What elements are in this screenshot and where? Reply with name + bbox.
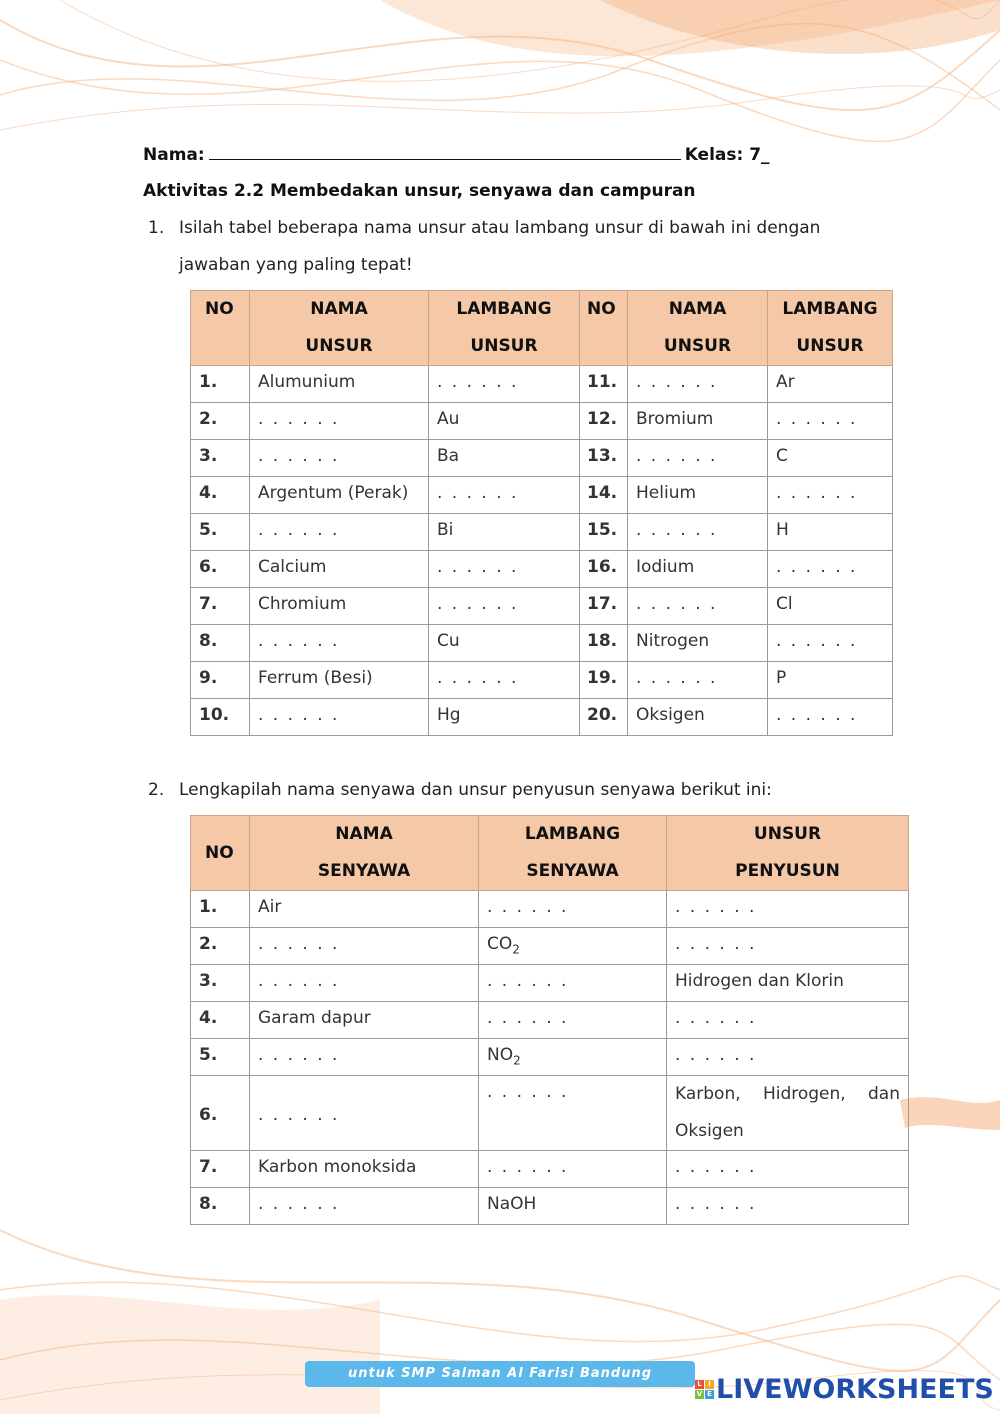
answer-blank[interactable]: . . . . . . [768,551,893,588]
constituent-elements: Karbon, Hidrogen, dan Oksigen [667,1076,909,1151]
answer-blank[interactable]: . . . . . . [667,1151,909,1188]
header-nama-senyawa: NAMA SENYAWA [250,816,479,891]
row-number: 5. [191,514,250,551]
element-symbol: H [768,514,893,551]
activity-title: Aktivitas 2.2 Membedakan unsur, senyawa dan campuran [143,181,696,201]
question-2-instruction [148,772,868,809]
formula-text: . . . . . . [487,1157,569,1177]
element-name: Helium [628,477,768,514]
answer-blank[interactable]: . . . . . . [250,514,429,551]
table-row [191,928,909,965]
compound-name: Garam dapur [250,1002,479,1039]
row-number: 4. [191,1002,250,1039]
answer-blank[interactable] [479,965,667,1002]
answer-blank[interactable]: . . . . . . [250,928,479,965]
table-row [191,1039,909,1076]
element-symbol: Cl [768,588,893,625]
row-number: 12. [580,403,628,440]
question-1-instruction [148,210,868,284]
element-name: Ferrum (Besi) [250,662,429,699]
answer-blank[interactable]: . . . . . . [250,403,429,440]
formula-text: . . . . . . [487,897,569,917]
row-number: 6. [191,551,250,588]
row-number: 5. [191,1039,250,1076]
element-name: Argentum (Perak) [250,477,429,514]
answer-blank[interactable]: . . . . . . [667,1039,909,1076]
kelas-label: Kelas: 7_ [684,145,770,165]
formula-subscript: 2 [512,942,520,957]
element-name: Calcium [250,551,429,588]
answer-blank[interactable]: . . . . . . [429,588,580,625]
answer-blank[interactable]: . . . . . . [250,625,429,662]
element-name: Nitrogen [628,625,768,662]
question-1-number: 1. [148,218,165,238]
answer-blank[interactable]: . . . . . . [250,965,479,1002]
answer-blank[interactable]: . . . . . . [667,928,909,965]
table-row [191,366,893,403]
compound-formula [479,1039,667,1076]
table-row [191,1151,909,1188]
element-name: Iodium [628,551,768,588]
row-number: 16. [580,551,628,588]
row-number: 3. [191,965,250,1002]
row-number: 19. [580,662,628,699]
row-number: 20. [580,699,628,736]
formula-text: . . . . . . [487,1008,569,1028]
table-row [191,551,893,588]
compound-name: Air [250,891,479,928]
question-1-line-2: jawaban yang paling tepat! [179,255,413,275]
formula-text: . . . . . . [487,971,569,991]
answer-blank[interactable] [479,891,667,928]
table-row [191,1188,909,1225]
answer-blank[interactable]: . . . . . . [667,1188,909,1225]
answer-blank[interactable]: . . . . . . [768,625,893,662]
student-header [143,143,770,165]
element-symbol: Bi [429,514,580,551]
constituent-elements: Hidrogen dan Klorin [667,965,909,1002]
answer-blank[interactable]: . . . . . . [628,440,768,477]
table-row [191,514,893,551]
row-number: 9. [191,662,250,699]
formula-text: NO [487,1045,514,1065]
answer-blank[interactable]: . . . . . . [628,588,768,625]
row-number: 1. [191,366,250,403]
answer-blank[interactable]: . . . . . . [768,477,893,514]
row-number: 13. [580,440,628,477]
row-number: 11. [580,366,628,403]
header-unsur-penyusun: UNSUR PENYUSUN [667,816,909,891]
answer-blank[interactable]: . . . . . . [768,699,893,736]
answer-blank[interactable]: . . . . . . [628,662,768,699]
row-number: 8. [191,625,250,662]
row-number: 6. [191,1076,250,1151]
answer-blank[interactable]: . . . . . . [628,366,768,403]
row-number: 14. [580,477,628,514]
formula-subscript: 2 [513,1053,521,1068]
answer-blank[interactable]: . . . . . . [429,477,580,514]
row-number: 2. [191,928,250,965]
header-nama-unsur-left: NAMA UNSUR [250,291,429,366]
table-row [191,1002,909,1039]
header-no: NO [191,816,250,891]
element-symbol: Au [429,403,580,440]
header-lambang-senyawa: LAMBANG SENYAWA [479,816,667,891]
formula-text: . . . . . . [487,1082,569,1102]
liveworksheets-logo[interactable] [695,1374,994,1405]
table-row [191,699,893,736]
compound-formula [479,928,667,965]
compound-name: Karbon monoksida [250,1151,479,1188]
table-row [191,1076,909,1151]
table-row [191,477,893,514]
question-2-text: Lengkapilah nama senyawa dan unsur penyusun senyawa berikut ini: [179,780,772,800]
header-no-left: NO [191,291,250,366]
answer-blank[interactable]: . . . . . . [429,662,580,699]
table-row [191,891,909,928]
row-number: 2. [191,403,250,440]
table-row [191,662,893,699]
element-name: Oksigen [628,699,768,736]
table-row [191,440,893,477]
table-row [191,965,909,1002]
answer-blank[interactable]: . . . . . . [667,891,909,928]
row-number: 17. [580,588,628,625]
answer-blank[interactable]: . . . . . . [667,1002,909,1039]
header-no-right: NO [580,291,628,366]
element-symbol: Ar [768,366,893,403]
header-lambang-unsur-left: LAMBANG UNSUR [429,291,580,366]
row-number: 18. [580,625,628,662]
row-number: 10. [191,699,250,736]
table-row [191,403,893,440]
header-lambang-unsur-right: LAMBANG UNSUR [768,291,893,366]
answer-blank[interactable]: . . . . . . [250,1188,479,1225]
compound-formula [479,1188,667,1225]
table-row [191,625,893,662]
element-symbol: Cu [429,625,580,662]
row-number: 15. [580,514,628,551]
header-nama-unsur-right: NAMA UNSUR [628,291,768,366]
row-number: 7. [191,1151,250,1188]
answer-blank[interactable]: . . . . . . [429,551,580,588]
answer-blank[interactable] [479,1076,667,1151]
row-number: 7. [191,588,250,625]
element-name: Bromium [628,403,768,440]
table-row [191,588,893,625]
element-symbol: Ba [429,440,580,477]
question-2-number: 2. [148,780,165,800]
school-badge: untuk SMP Salman Al Farisi Bandung [305,1361,695,1387]
answer-blank[interactable]: . . . . . . [768,403,893,440]
row-number: 8. [191,1188,250,1225]
row-number: 3. [191,440,250,477]
nama-blank[interactable] [209,143,681,160]
answer-blank[interactable]: . . . . . . [429,366,580,403]
formula-text: CO [487,934,513,954]
element-name: Alumunium [250,366,429,403]
row-number: 1. [191,891,250,928]
answer-blank[interactable]: . . . . . . [628,514,768,551]
logo-text: LIVEWORKSHEETS [716,1374,994,1405]
answer-blank[interactable] [479,1002,667,1039]
answer-blank[interactable]: . . . . . . [250,1076,479,1151]
element-symbol: Hg [429,699,580,736]
element-symbol: P [768,662,893,699]
question-1-line-1: Isilah tabel beberapa nama unsur atau lambang unsur di bawah ini dengan [179,218,821,238]
compounds-table [190,815,909,1225]
row-number: 4. [191,477,250,514]
element-name: Chromium [250,588,429,625]
logo-mark-icon: L I V E [695,1380,714,1399]
answer-blank[interactable]: . . . . . . [250,1039,479,1076]
elements-table [190,290,893,736]
element-symbol: C [768,440,893,477]
answer-blank[interactable] [479,1151,667,1188]
answer-blank[interactable]: . . . . . . [250,440,429,477]
answer-blank[interactable]: . . . . . . [250,699,429,736]
formula-text: NaOH [487,1194,537,1214]
nama-label: Nama: [143,145,205,165]
